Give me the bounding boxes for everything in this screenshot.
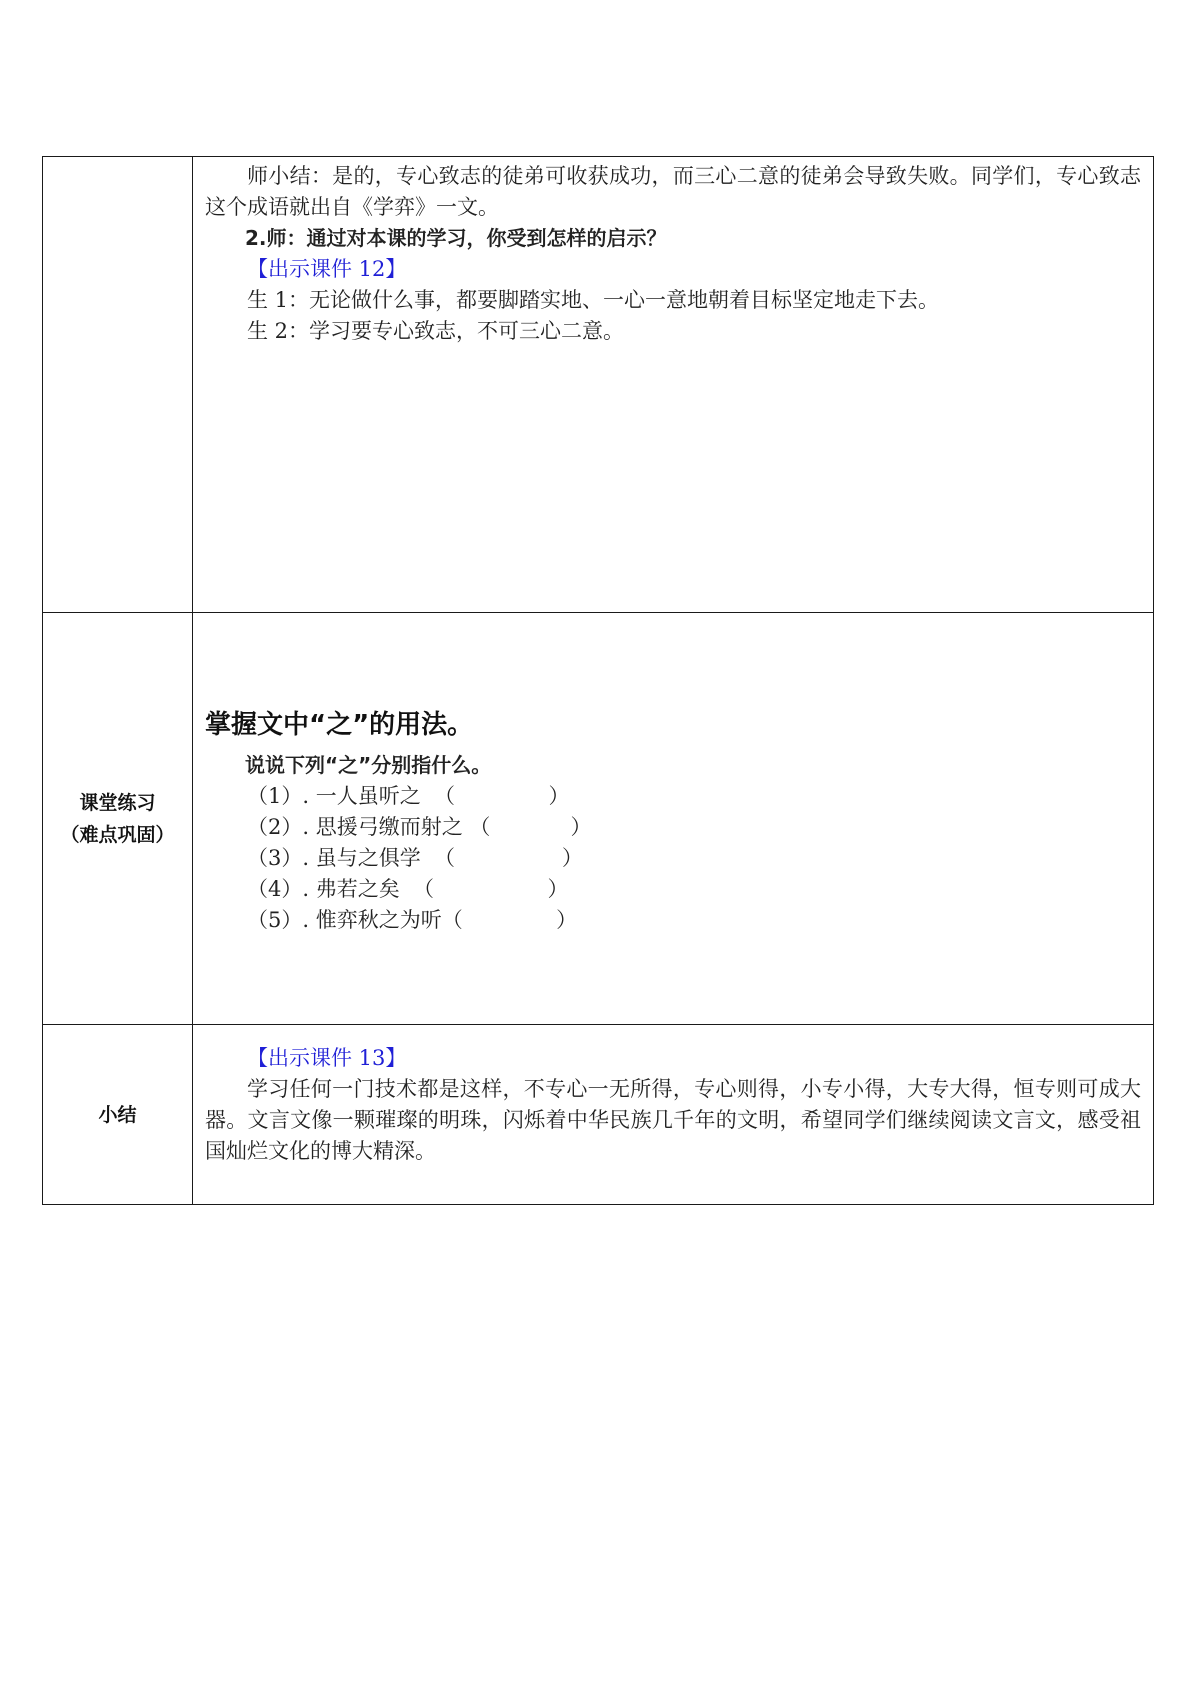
conclusion-row [43, 1025, 1154, 1205]
exercise-label: 课堂练习 [79, 791, 156, 814]
row3-content [193, 1025, 1154, 1205]
courseware-tag-13: 【出示课件 13】 [247, 1046, 407, 1070]
exercise-item: （3）. 虽与之俱学 （ ） [247, 846, 583, 870]
lesson-plan-table [42, 156, 1154, 1205]
exercise-item: （5）. 惟弈秋之为听（ ） [247, 908, 578, 932]
exercise-item: （1）. 一人虽听之 （ ） [247, 784, 570, 808]
exercise-instruction: 说说下列“之”分别指什么。 [245, 753, 492, 777]
exercise-item: （2）. 思援弓缴而射之 （ ） [247, 815, 592, 839]
row1-content [193, 157, 1154, 613]
exercise-item: （4）. 弗若之矣 （ ） [247, 877, 569, 901]
exercise-heading: 掌握文中“之”的用法。 [205, 710, 474, 740]
teacher-summary: 师小结：是的，专心致志的徒弟可收获成功，而三心二意的徒弟会导致失败。同学们，专心致志这个成语就出自《学弈》一文。 [205, 164, 1141, 219]
student-answer-1: 生 1：无论做什么事，都要脚踏实地、一心一意地朝着目标坚定地走下去。 [247, 288, 940, 312]
teacher-question: 2.师：通过对本课的学习，你受到怎样的启示？ [245, 226, 667, 250]
classroom-exercise-row [43, 613, 1154, 1025]
conclusion-text: 学习任何一门技术都是这样，不专心一无所得，专心则得，小专小得，大专大得，恒专则可成大器。文言文像一颗璀璨的明珠，闪烁着中华民族几千年的文明，希望同学们继续阅读文言文，感受祖国灿烂文化的博大精深。 [205, 1077, 1141, 1163]
row2-content [193, 613, 1154, 1025]
row1-label [43, 157, 193, 613]
student-answer-2: 生 2：学习要专心致志，不可三心二意。 [247, 319, 625, 343]
exercise-sublabel: （难点巩固） [60, 823, 175, 846]
courseware-tag-12: 【出示课件 12】 [247, 257, 407, 281]
teaching-summary-row [43, 157, 1154, 613]
conclusion-label: 小结 [43, 1025, 193, 1205]
row2-label [43, 613, 193, 1025]
